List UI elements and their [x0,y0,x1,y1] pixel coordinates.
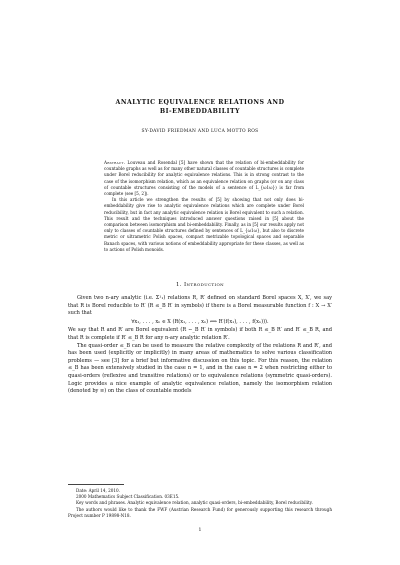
paper-title-line1: ANALYTIC EQUIVALENCE RELATIONS AND [115,99,285,106]
body-para1-cont: We say that R and R′ are Borel equivalent (R ∼_B R′ in symbols) if both R ≤_B R′ and R′ ≤_B R, and that R is complete if R′ ≤_B R for any n-ary analytic relation R′. [68,327,332,341]
footnote-keywords: Key words and phrases. Analytic equivalence relation, analytic quasi-orders, bi-embeddability, Borel reducibility. [76,500,313,506]
abstract-para2: In this article we strengthen the results of [5] by showing that not only does bi-embeddability give rise to analytic equivalence relations which are complete under Borel reducibility, but in fact any analytic equivalence relation is Borel equivalent to such a relation. This result and the techniques introduced answer questions raised in [5] about the comparison between isomorphism and bi-embeddability. Finally, as in [5] our results apply not only to classes of countable structures defined by sentences of L_{ω1ω}, but also to discrete metric or ultrametric Polish spaces, compact metrizable topological spaces and separable Banach spaces, with various notions of embeddability appropriate for these classes, as well as to actions of Polish monoids. [104,197,304,252]
body-text [68,295,332,396]
body-para1: Given two n-ary analytic (i.e. Σ¹₁) relations R, R′ defined on standard Borel spaces X, X′, we say that R is Borel reducible to R′ (R ≤_B R′ in symbols) if there is a Borel measurable function f : X → X′ such that [68,295,332,317]
section-heading-introduction: 1. Introduction [175,282,225,288]
paper-authors: SY-DAVID FRIEDMAN AND LUCA MOTTO ROS [141,129,259,134]
paper-title-line2: BI-EMBEDDABILITY [159,108,241,115]
footnote-rule [68,484,124,485]
display-equation: ∀x₁, . . . , xₙ ∈ X (R(x₁, . . . , xₙ) ⟺ R′(f(x₁), . . . , f(xₙ))). [131,318,269,325]
page-number: 1 [198,528,202,533]
footnote-msc: 2000 Mathematics Subject Classification. 03E15. [76,494,180,500]
abstract-para1 [104,160,304,197]
body-para2: The quasi-order ≤_B can be used to measure the relative complexity of the relations R and R′, and has been used (explicitly or implicitly) in many areas of mathematics to solve various classification problems — see [3] for a brief but informative discussion on this topic. For this reason, the relation ≤_B has been extensively studied in the case n = 1, and in the case n = 2 when restricting either to quasi-orders (reflexive and transitive relations) or to equivalence relations (symmetric quasi-orders). Logic provides a nice example of analytic equivalence relation, namely the isomorphism relation (denoted by ≅) on the class of countable models [68,342,332,395]
abstract [104,160,304,253]
footnote-thanks: The authors would like to thank the FWF (Austrian Research Fund) for generously supporting this research through Project number P 19898-N18. [68,506,332,518]
footnotes [68,488,332,519]
footnote-date: Date: April 14, 2010. [76,488,120,493]
abstract-text1: Louveau and Rosendal [5] have shown that the relation of bi-embeddability for countable graphs as well as for many other natural classes of countable structures is complete under Borel reducibility for analytic equivalence relations. This is in strong contrast to the case of the isomorphism relation, which as an equivalence relation on graphs (or on any class of countable structures consisting of the models of a sentence of L_{ω1ω}) is far from complete (see [5, 2]). [104,160,304,197]
abstract-label: Abstract. [104,160,126,165]
